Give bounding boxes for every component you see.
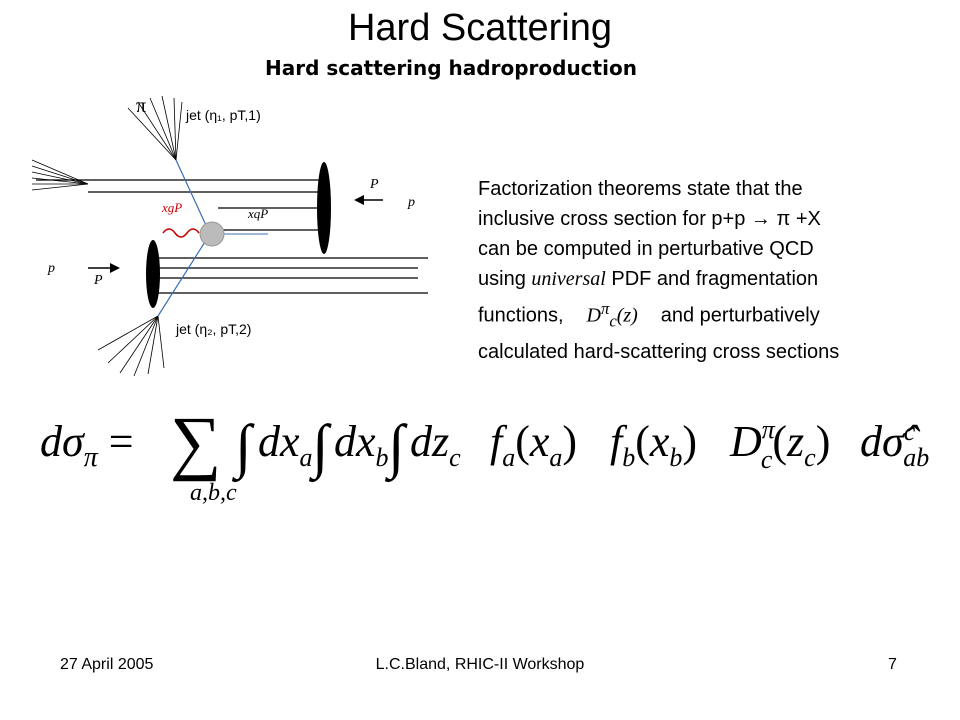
jet1-label: jet (η₁, pT,1) (186, 107, 261, 123)
p-vec-top-label: p⃗ (408, 195, 426, 210)
sum-subscript: a,b,c (190, 480, 237, 506)
footer-page-number: 7 (888, 656, 897, 673)
body-line (478, 264, 948, 294)
universal-word: universal (531, 268, 606, 290)
svg-text:∫: ∫ (312, 413, 329, 479)
svg-text:dzc: $dz_c$ (410, 417, 461, 472)
svg-text:dxb: $dx_b$ (334, 417, 389, 472)
p-vec-bottom-label: p⃗ (48, 261, 66, 276)
body-line-part: using (478, 268, 526, 290)
svg-text:∑: ∑ (170, 402, 222, 482)
footer-center: L.C.Bland, RHIC-II Workshop (375, 656, 585, 673)
body-line: calculated hard-scattering cross sections (478, 340, 840, 363)
p-bottom-label: P (94, 273, 103, 288)
body-line-part: functions, (478, 304, 564, 327)
body-line (478, 294, 948, 337)
body-line: inclusive cross section for p+p → π +X (478, 208, 821, 230)
xgp-label: xgP (162, 200, 183, 215)
body-line: can be computed in perturbative QCD (478, 238, 814, 260)
svg-text:∫: ∫ (388, 413, 405, 479)
factorization-equation (40, 400, 940, 510)
svg-text:dσπ =: $d\sigma_\pi$ = (40, 417, 134, 473)
hard-scattering-diagram (28, 88, 448, 378)
p-top-label: P (370, 177, 379, 192)
svg-text:Dπc(zc): $D^\pi$ $c(z_c)$ (730, 415, 831, 474)
svg-text:fb(xb): $f_b(x_b)$ (610, 417, 698, 472)
jet2-label: jet (η₂, pT,2) (176, 321, 252, 337)
footer-date: 27 April 2005 (60, 656, 154, 673)
xqp-label: xqP (248, 206, 269, 221)
fragmentation-symbol: $D^\pi_c(z)$ (586, 299, 638, 331)
slide-title: Hard Scattering (347, 7, 612, 49)
svg-text:fa(xa): $f_a(x_a)$ (490, 417, 578, 472)
svg-text:dσ̂cab: dσ̂$^c$ ab (860, 417, 930, 472)
svg-text:∫: ∫ (235, 413, 252, 479)
body-line: Factorization theorems state that the (478, 178, 803, 200)
body-line-part: and perturbatively (660, 304, 820, 327)
pi-label: π (136, 95, 147, 117)
slide-subtitle: Hard scattering hadroproduction (265, 56, 637, 80)
body-line-part: PDF and fragmentation (611, 268, 819, 290)
svg-text:dxa: $dx_a$ (258, 417, 313, 472)
factorization-text (478, 174, 948, 367)
